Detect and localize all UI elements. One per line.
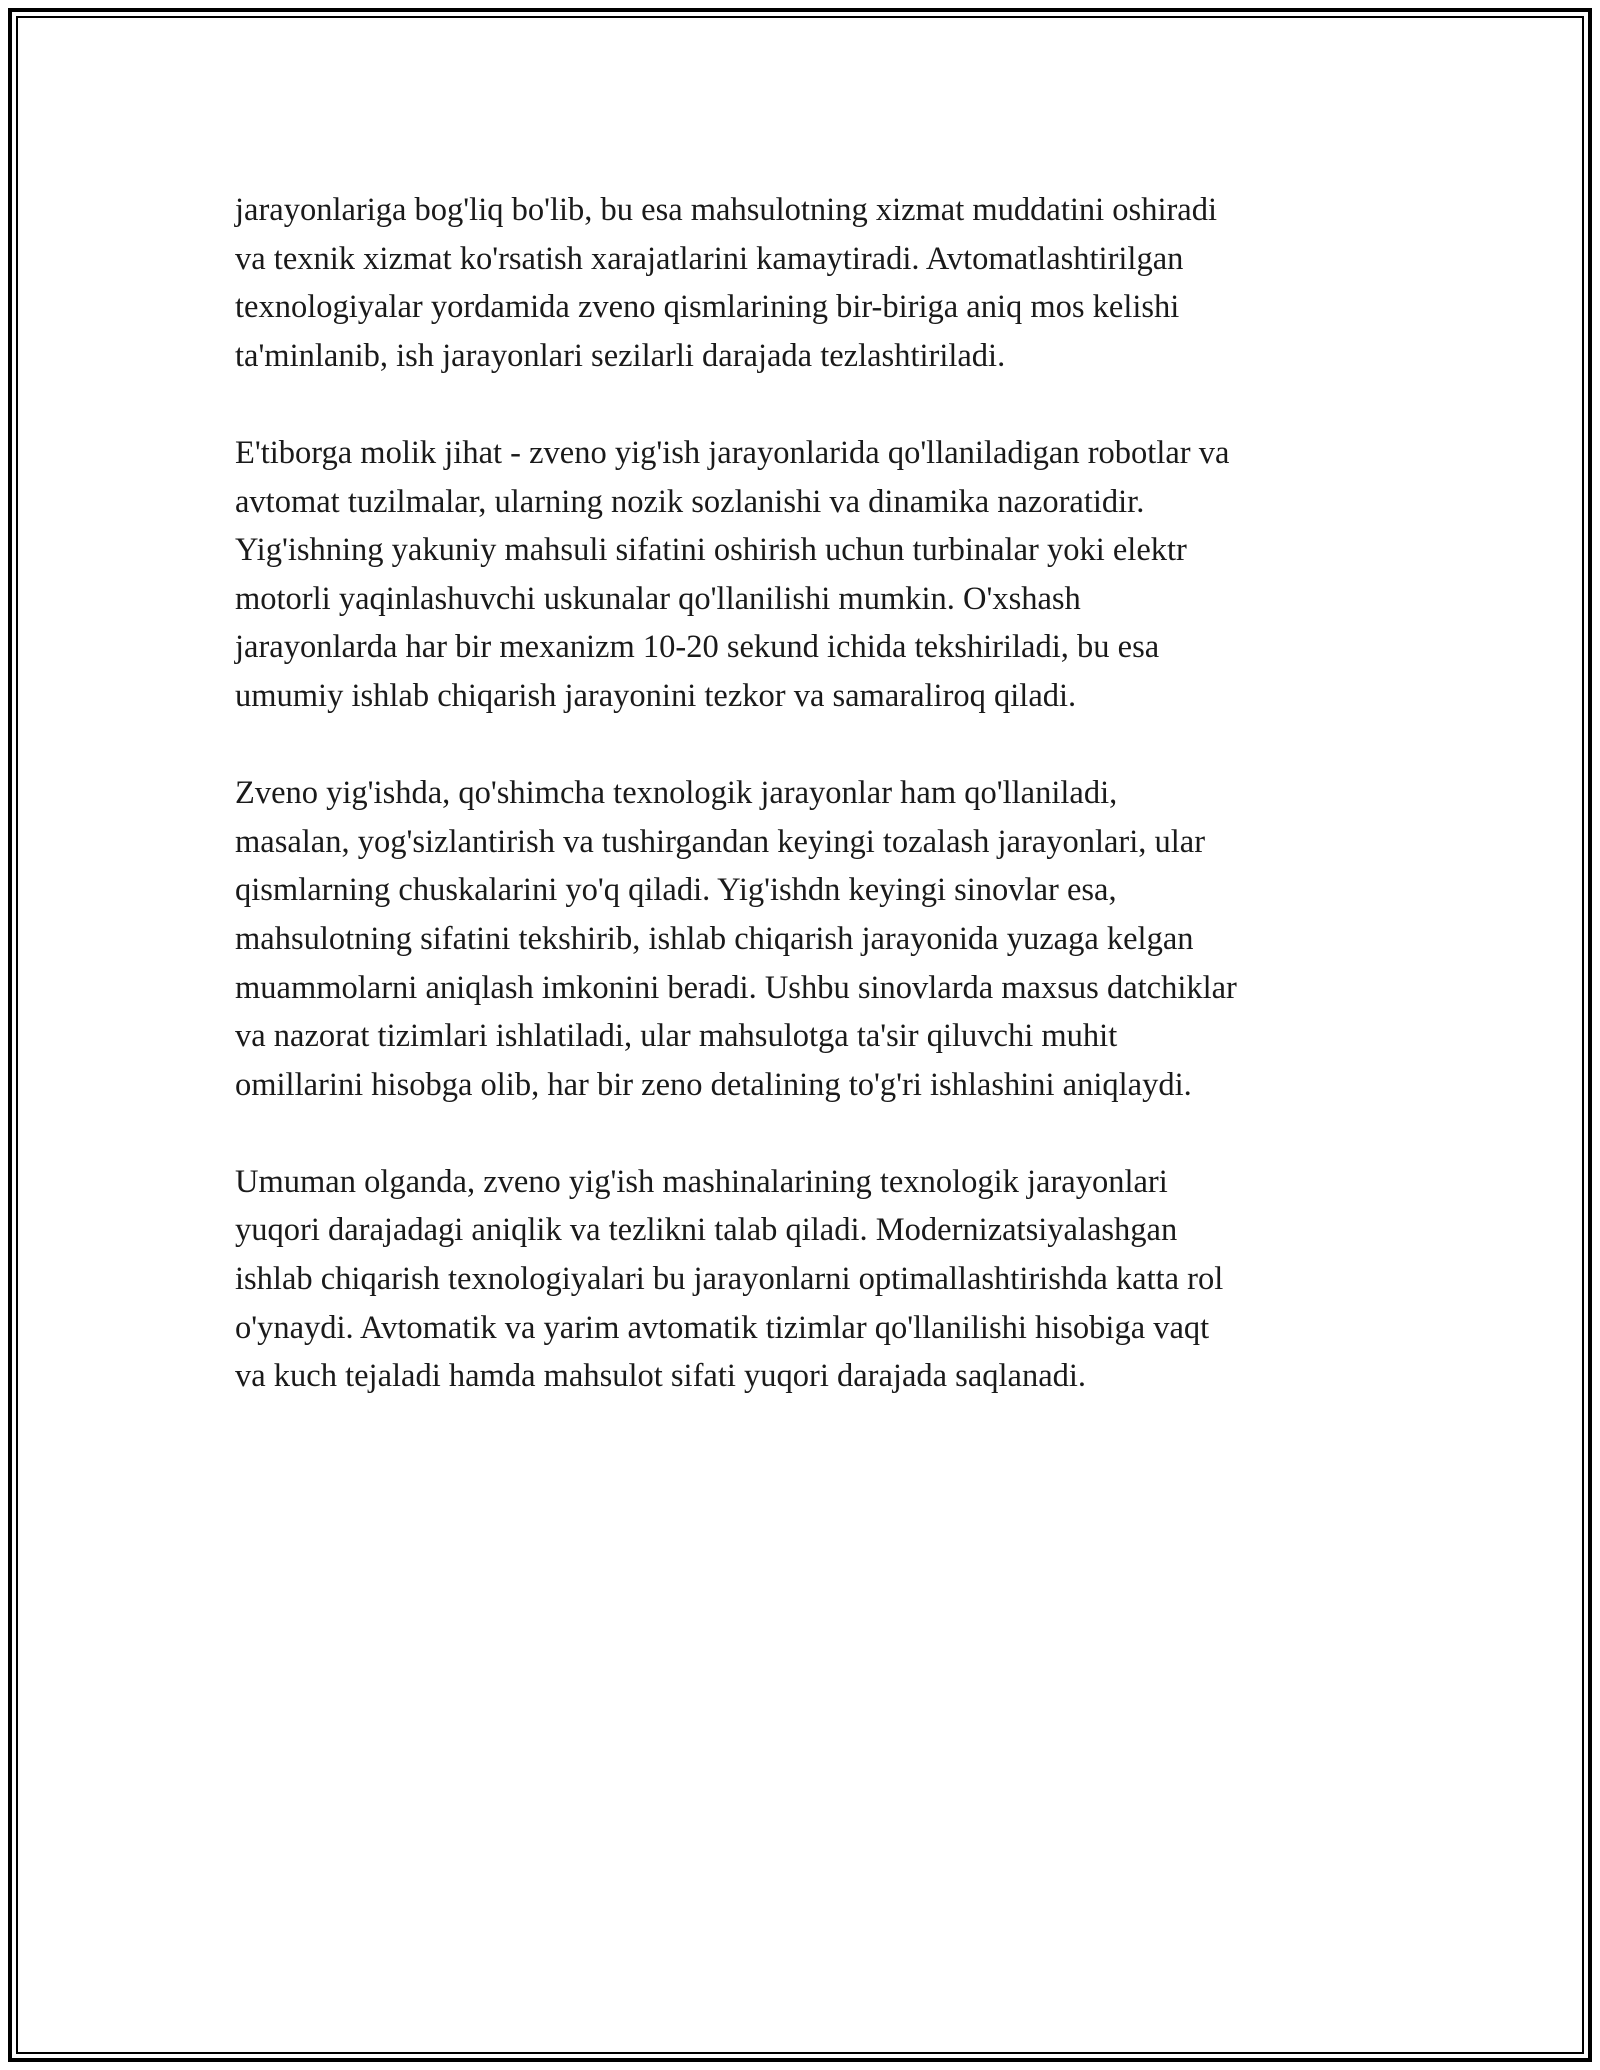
text-line: umumiy ishlab chiqarish jarayonini tezkor va samaraliroq qiladi.: [235, 677, 1077, 714]
text-line: va kuch tejaladi hamda mahsulot sifati yuqori darajada saqlanadi.: [235, 1358, 1087, 1395]
paragraph-3: [235, 769, 1385, 1109]
text-line: Yig'ishning yakuniy mahsuli sifatini oshirish uchun turbinalar yoki elektr: [235, 532, 1187, 569]
text-line: jarayonlariga bog'liq bo'lib, bu esa mahsulotning xizmat muddatini oshiradi: [235, 192, 1218, 228]
text-line: masalan, yog'sizlantirish va tushirgandan keyingi tozalash jarayonlari, ular: [235, 823, 1206, 860]
text-line: texnologiyalar yordamida zveno qismlarining bir-biriga aniq mos kelishi: [235, 289, 1180, 326]
document-body: [235, 186, 1385, 1449]
text-line: ta'minlanib, ish jarayonlari sezilarli darajada tezlashtiriladi.: [235, 337, 1006, 374]
text-line: E'tiborga molik jihat - zveno yig'ish jarayonlarida qo'llaniladigan robotlar va: [235, 434, 1230, 471]
text-line: omillarini hisobga olib, har bir zeno detalining to'g'ri ishlashini aniqlaydi.: [235, 1066, 1192, 1103]
paragraph-1: [235, 186, 1385, 380]
text-line: o'ynaydi. Avtomatik va yarim avtomatik tizimlar qo'llanilishi hisobiga vaqt: [235, 1309, 1210, 1346]
text-line: avtomat tuzilmalar, ularning nozik sozlanishi va dinamika nazoratidir.: [235, 483, 1145, 520]
text-line: Umuman olganda, zveno yig'ish mashinalarining texnologik jarayonlari: [235, 1163, 1168, 1200]
text-line: muammolarni aniqlash imkonini beradi. Ushbu sinovlarda maxsus datchiklar: [235, 969, 1237, 1006]
text-line: va texnik xizmat ko'rsatish xarajatlarini kamaytiradi. Avtomatlashtirilgan: [235, 240, 1184, 277]
paragraph-4: [235, 1158, 1385, 1401]
text-line: mahsulotning sifatini tekshirib, ishlab chiqarish jarayonida yuzaga kelgan: [235, 920, 1194, 957]
paragraph-2: [235, 429, 1385, 721]
text-line: qismlarning chuskalarini yo'q qiladi. Yig'ishdn keyingi sinovlar esa,: [235, 872, 1117, 909]
text-line: motorli yaqinlashuvchi uskunalar qo'llanilishi mumkin. O'xshash: [235, 580, 1081, 617]
text-line: ishlab chiqarish texnologiyalari bu jarayonlarni optimallashtirishda katta rol: [235, 1261, 1224, 1298]
text-line: Zveno yig'ishda, qo'shimcha texnologik jarayonlar ham qo'llaniladi,: [235, 775, 1118, 812]
text-line: yuqori darajadagi aniqlik va tezlikni talab qiladi. Modernizatsiyalashgan: [235, 1212, 1178, 1249]
text-line: va nazorat tizimlari ishlatiladi, ular mahsulotga ta'sir qiluvchi muhit: [235, 1018, 1118, 1055]
text-line: jarayonlarda har bir mexanizm 10-20 sekund ichida tekshiriladi, bu esa: [235, 629, 1160, 666]
